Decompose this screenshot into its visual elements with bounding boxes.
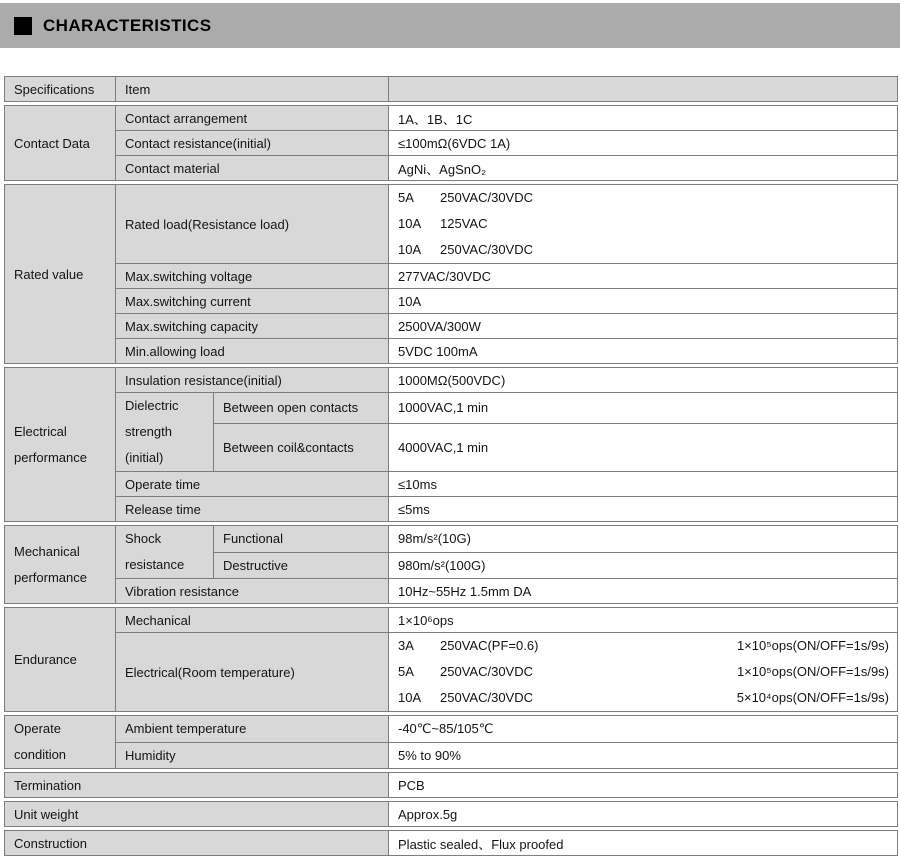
sub-item-label-line: Dielectric <box>125 398 179 413</box>
rated-load-value: 250VAC/30VDC <box>440 190 533 205</box>
value-cell: 98m/s²(10G) <box>389 526 898 553</box>
spec-label: Contact Data <box>5 106 116 181</box>
termination-section <box>4 772 898 798</box>
spec-label <box>5 716 116 769</box>
value-cell: ≤100mΩ(6VDC 1A) <box>389 131 898 156</box>
spec-label-line: condition <box>14 747 67 762</box>
endurance-line <box>398 659 891 685</box>
table-row <box>5 716 898 743</box>
table-row <box>5 314 898 339</box>
table-row <box>5 368 898 393</box>
item-cell: Operate time <box>116 472 389 497</box>
operate-condition-section <box>4 715 898 769</box>
page-title: CHARACTERISTICS <box>43 15 212 35</box>
value-cell: PCB <box>389 773 898 798</box>
table-row <box>5 106 898 131</box>
mechanical-performance-section <box>4 525 898 604</box>
item-cell: Rated load(Resistance load) <box>116 185 389 264</box>
item-cell: Contact material <box>116 156 389 181</box>
value-cell: 1×10⁶ops <box>389 608 898 633</box>
table-row <box>5 393 898 424</box>
header-specifications-cell: Specifications <box>5 77 116 102</box>
endurance-ops: 1×10⁵ops(ON/OFF=1s/9s) <box>736 638 890 653</box>
item-cell: Ambient temperature <box>116 716 389 743</box>
table-row <box>5 802 898 827</box>
item-cell: Humidity <box>116 742 389 769</box>
item-cell: Between coil&contacts <box>214 423 389 471</box>
spec-label: Termination <box>5 773 389 798</box>
endurance-line <box>398 685 891 711</box>
table-row <box>5 264 898 289</box>
item-cell: Insulation resistance(initial) <box>116 368 389 393</box>
table-row <box>5 579 898 604</box>
value-cell: ≤5ms <box>389 497 898 522</box>
item-cell: Max.switching capacity <box>116 314 389 339</box>
value-cell: 2500VA/300W <box>389 314 898 339</box>
endurance-current: 3A <box>398 638 414 653</box>
value-cell: 10Hz~55Hz 1.5mm DA <box>389 579 898 604</box>
sub-item-label <box>116 393 214 472</box>
spec-label-line: Electrical <box>14 423 67 439</box>
table-row <box>5 831 898 856</box>
sub-item-label <box>116 526 214 579</box>
section-banner <box>0 3 900 48</box>
spec-label: Unit weight <box>5 802 389 827</box>
rated-load-value: 125VAC <box>440 216 488 231</box>
spec-label-line: Mechanical <box>14 543 80 559</box>
electrical-performance-section <box>4 367 898 522</box>
table-header-section <box>4 76 898 102</box>
item-cell: Release time <box>116 497 389 522</box>
rated-load-line <box>398 237 891 263</box>
value-cell: AgNi、AgSnO₂ <box>389 156 898 181</box>
endurance-load: 250VAC/30VDC <box>440 690 533 705</box>
table-row <box>5 526 898 553</box>
sub-item-label-line: (initial) <box>125 450 164 465</box>
unit-weight-section <box>4 801 898 827</box>
item-cell: Between open contacts <box>214 393 389 424</box>
table-row <box>5 742 898 769</box>
value-cell: 1000MΩ(500VDC) <box>389 368 898 393</box>
endurance-current: 5A <box>398 664 414 679</box>
item-cell: Max.switching voltage <box>116 264 389 289</box>
table-row <box>5 289 898 314</box>
rated-current: 10A <box>398 216 422 231</box>
table-row <box>5 773 898 798</box>
characteristics-table <box>4 76 897 856</box>
rated-current: 10A <box>398 242 422 257</box>
item-cell: Destructive <box>214 552 389 579</box>
rated-value-section <box>4 184 898 364</box>
rated-load-value: 250VAC/30VDC <box>440 242 533 257</box>
endurance-load: 250VAC(PF=0.6) <box>440 638 539 653</box>
endurance-line <box>398 633 891 659</box>
value-cell: 4000VAC,1 min <box>389 423 898 471</box>
section-marker-icon <box>14 17 32 35</box>
sub-item-label-line: Shock <box>125 531 162 546</box>
spec-label-line: Operate <box>14 721 61 736</box>
item-cell: Functional <box>214 526 389 553</box>
table-row <box>5 185 898 264</box>
value-cell: 10A <box>389 289 898 314</box>
table-row <box>5 339 898 364</box>
table-row <box>5 77 898 102</box>
table-row <box>5 156 898 181</box>
construction-section <box>4 830 898 856</box>
table-row <box>5 131 898 156</box>
spec-label-line: performance <box>14 569 87 585</box>
value-cell: 980m/s²(100G) <box>389 552 898 579</box>
value-cell: 1000VAC,1 min <box>389 393 898 424</box>
value-cell: -40℃~85/105℃ <box>389 716 898 743</box>
item-cell: Max.switching current <box>116 289 389 314</box>
value-cell <box>389 633 898 712</box>
item-cell: Vibration resistance <box>116 579 389 604</box>
rated-current: 5A <box>398 190 414 205</box>
item-cell: Contact arrangement <box>116 106 389 131</box>
value-cell: 5% to 90% <box>389 742 898 769</box>
table-row <box>5 497 898 522</box>
endurance-ops: 5×10⁴ops(ON/OFF=1s/9s) <box>736 690 890 705</box>
rated-load-line <box>398 185 891 211</box>
header-item-cell: Item <box>116 77 389 102</box>
spec-label <box>5 526 116 604</box>
table-row <box>5 608 898 633</box>
sub-item-label-line: resistance <box>125 557 185 572</box>
rated-load-line <box>398 211 891 237</box>
value-cell: 1A、1B、1C <box>389 106 898 131</box>
value-cell: ≤10ms <box>389 472 898 497</box>
table-row <box>5 472 898 497</box>
value-cell <box>389 185 898 264</box>
sub-item-label-line: strength <box>125 424 172 439</box>
item-cell: Mechanical <box>116 608 389 633</box>
contact-data-section <box>4 105 898 181</box>
endurance-current: 10A <box>398 690 422 705</box>
item-cell: Contact resistance(initial) <box>116 131 389 156</box>
header-value-cell <box>389 77 898 102</box>
spec-label <box>5 368 116 522</box>
endurance-section <box>4 607 898 712</box>
value-cell: 5VDC 100mA <box>389 339 898 364</box>
value-cell: Approx.5g <box>389 802 898 827</box>
endurance-load: 250VAC/30VDC <box>440 664 533 679</box>
spec-label: Endurance <box>5 608 116 712</box>
value-cell: Plastic sealed、Flux proofed <box>389 831 898 856</box>
item-cell: Electrical(Room temperature) <box>116 633 389 712</box>
endurance-ops: 1×10⁵ops(ON/OFF=1s/9s) <box>736 664 890 679</box>
item-cell: Min.allowing load <box>116 339 389 364</box>
value-cell: 277VAC/30VDC <box>389 264 898 289</box>
spec-label: Rated value <box>5 185 116 364</box>
spec-label-line: performance <box>14 449 87 465</box>
spec-label: Construction <box>5 831 389 856</box>
table-row <box>5 633 898 712</box>
